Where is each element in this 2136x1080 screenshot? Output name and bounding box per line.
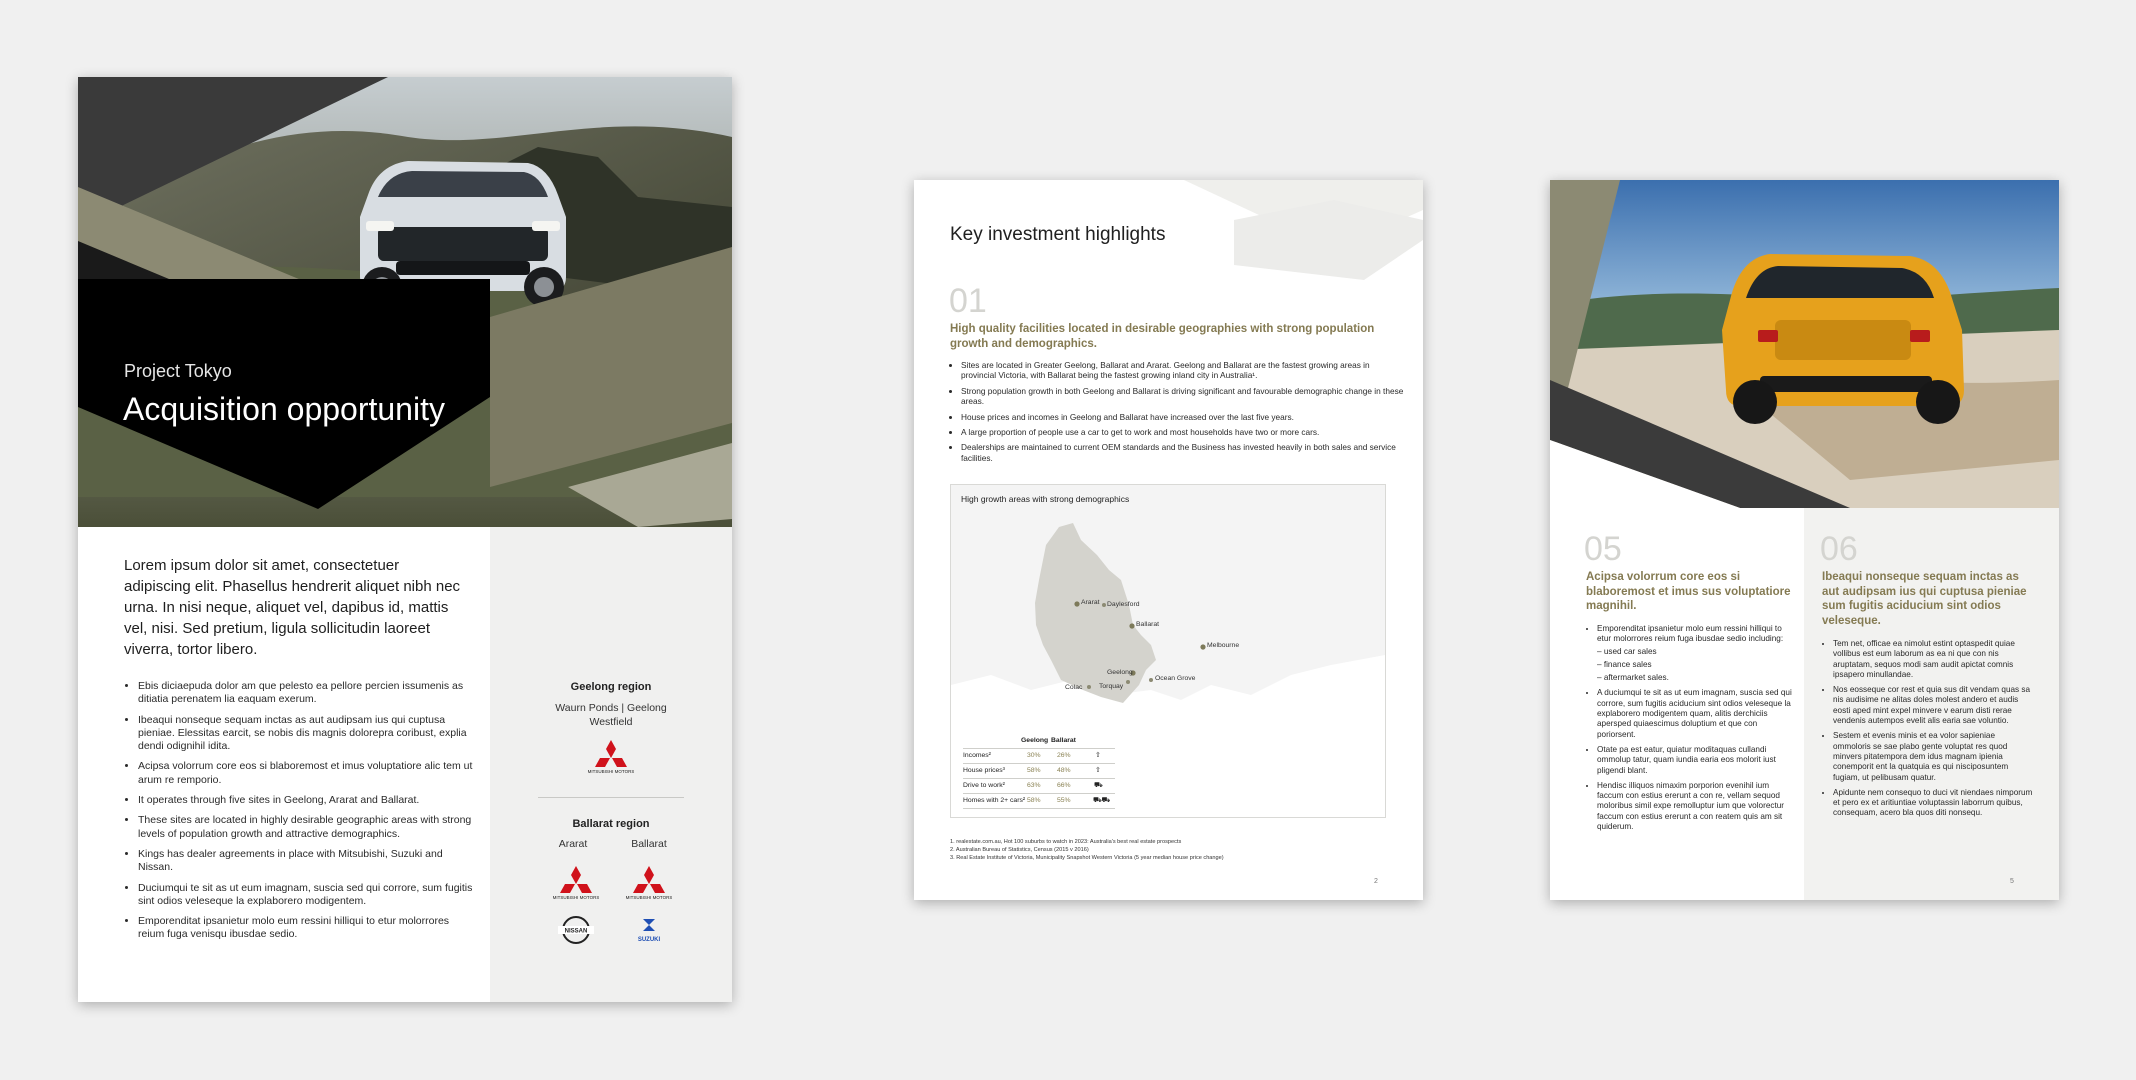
up-arrow-icon: ⇧ xyxy=(1095,767,1101,774)
list-item: • Ibeaqui nonseque sequam inctas as aut audipsam ius qui cuptusa pieniae. Elessitas earcit, se nobis dis magnis dolorepra coribust, explia dendi odignihil idita. xyxy=(138,714,478,754)
list-item: • Sestem et evenis minis et ea volor sapieniae ommoloris se sae plabo gente voluptat res quod minvers pitatempora dem idus magnam ipienia conemporit ent la quatquia es qui nisciposuntem fugiam, ut pelibusam quatur. xyxy=(1833,731,2033,782)
cars-icon: ⛟⛟ xyxy=(1093,797,1111,804)
sub-list-item: – aftermarket sales. xyxy=(1597,673,1669,683)
list-item: • Dealerships are maintained to current OEM standards and the Business has invested heavily in both sales and service facilities. xyxy=(961,442,1406,463)
nissan-logo xyxy=(556,915,596,945)
svg-text:SUZUKI: SUZUKI xyxy=(637,937,661,943)
car-illustration xyxy=(1722,254,1964,424)
demographics-table xyxy=(963,737,1133,815)
highlights-bullet-list xyxy=(950,360,1406,468)
map-title: High growth areas with strong demographics xyxy=(961,494,1130,504)
map-label-melbourne: Melbourne xyxy=(1207,642,1240,649)
table-rule xyxy=(963,778,1115,779)
table-row-label: House prices³ xyxy=(963,767,1005,774)
svg-text:MITSUBISHI MOTORS: MITSUBISHI MOTORS xyxy=(553,895,599,900)
table-cell: 48% xyxy=(1057,767,1071,774)
cover-bullet-list xyxy=(124,680,478,949)
list-item: • It operates through five sites in Geelong, Ararat and Ballarat. xyxy=(138,794,478,807)
sub-list xyxy=(1597,647,1793,684)
table-row-label: Homes with 2+ cars² xyxy=(963,797,1026,804)
table-row-label: Incomes² xyxy=(963,752,991,759)
hero-photo xyxy=(1550,180,2059,508)
table-cell: 58% xyxy=(1027,767,1041,774)
sub-list-item: – used car sales xyxy=(1597,646,1657,656)
section-bullet-list xyxy=(1822,639,2033,824)
demographics-map-panel xyxy=(950,484,1386,818)
list-item: • Otate pa est eatur, quiatur moditaquas cullandi ommolup tatur, quam iundia earia eos molorit iust pligendi blant. xyxy=(1597,745,1793,776)
table-col-header: Geelong xyxy=(1021,737,1049,744)
svg-text:MITSUBISHI MOTORS: MITSUBISHI MOTORS xyxy=(626,895,672,900)
page-number: 5 xyxy=(2010,878,2014,885)
page-number: 2 xyxy=(1374,878,1378,885)
decorative-shapes xyxy=(1184,180,1423,290)
geelong-sites: Waurn Ponds | Geelong Westfield xyxy=(555,702,667,728)
cover-title: Acquisition opportunity xyxy=(123,391,445,427)
mitsubishi-logo xyxy=(553,864,599,906)
table-rule xyxy=(963,748,1115,749)
section-number: 06 xyxy=(1820,530,1858,568)
section-number: 05 xyxy=(1584,530,1622,568)
map-label-colac: Colac xyxy=(1065,684,1083,691)
map-label-ararat: Ararat xyxy=(1081,599,1100,606)
table-rule xyxy=(963,793,1115,794)
map-label-torquay: Torquay xyxy=(1099,683,1124,690)
suzuki-logo xyxy=(629,915,669,945)
map-label-geelong: Geelong xyxy=(1107,669,1133,676)
region-divider xyxy=(538,797,684,798)
list-item: • Apidunte nem consequo to duci vit niendaes nimporum et pero ex et aritiuntiae voluptassin laborrum quibus, consequam, acero bla quos diti nonsequ. xyxy=(1833,788,2033,819)
up-arrow-icon: ⇧ xyxy=(1095,752,1101,759)
list-item: • Emporenditat ipsanietur molo eum ressini hilliqui to etur molorrores reium fuga venisqu ibusdae sedio. xyxy=(138,915,478,942)
ararat-label: Ararat xyxy=(558,838,588,850)
brochure-cover-page xyxy=(78,77,732,1002)
list-item: • Kings has dealer agreements in place with Mitsubishi, Suzuki and Nissan. xyxy=(138,848,478,875)
ballarat-label: Ballarat xyxy=(631,838,667,850)
section-bullet-list xyxy=(1586,624,1793,837)
section-heading: Ibeaqui nonseque sequam inctas as aut audipsam ius qui cuptusa pieniae sum fugitis aciducium sint odios veleseque. xyxy=(1822,571,2027,627)
footnotes xyxy=(950,838,1224,862)
project-name: Project Tokyo xyxy=(124,361,232,381)
mitsubishi-logo xyxy=(626,864,672,906)
table-rule xyxy=(963,808,1115,809)
ballarat-region-title: Ballarat region xyxy=(572,818,650,830)
list-item: • Tem net, officae ea nimolut estint optaspedit quiae vollibus est eum laborum as ea ni que con nis aruptatam, sequos modi sam audit apictat comnis ipsapero minullandae. xyxy=(1833,639,2033,680)
table-cell: 66% xyxy=(1057,782,1071,789)
map-label-ocean-grove: Ocean Grove xyxy=(1155,675,1196,682)
list-item: • Duciumqui te sit as ut eum imagnam, suscia sed qui corrore, sum fugitis sint odios veleseque la explaborero modigentem. xyxy=(138,882,478,909)
list-item-text: Emporenditat ipsanietur molo eum ressini hilliqui to etur molorrores reium fuga ibusdae sedio including: xyxy=(1597,624,1784,644)
list-item: • These sites are located in highly desirable geographic areas with strong levels of population growth and attractive demographics. xyxy=(138,814,478,841)
table-rule xyxy=(963,763,1115,764)
list-item: • A large proportion of people use a car to get to work and most households have two or more cars. xyxy=(961,427,1406,437)
list-item xyxy=(1597,624,1793,683)
map-label-daylesford: Daylesford xyxy=(1107,601,1140,608)
table-cell: 58% xyxy=(1027,797,1041,804)
table-cell: 55% xyxy=(1057,797,1071,804)
car-icon: ⛟ xyxy=(1094,782,1103,789)
detail-page xyxy=(1550,180,2059,900)
list-item: • Ebis diciaepuda dolor am que pelesto ea pellore percien issumenis as ditiatia perenatem lia eaquam exerum. xyxy=(138,680,478,707)
cover-hero-image xyxy=(78,77,732,527)
section-number: 01 xyxy=(949,282,987,320)
table-cell: 30% xyxy=(1027,752,1041,759)
list-item: • House prices and incomes in Geelong and Ballarat have increased over the last five years. xyxy=(961,412,1406,422)
geelong-region-title: Geelong region xyxy=(570,681,652,693)
section-heading: Acipsa volorrum core eos si blaboremost et imus sus voluptatiore magnihil. xyxy=(1586,571,1791,612)
table-cell: 63% xyxy=(1027,782,1041,789)
sub-list-item: – finance sales xyxy=(1597,659,1652,669)
footnote: 1. realestate.com.au, Hot 100 suburbs to watch in 2023: Australia’s best real estate prospects xyxy=(950,839,1182,845)
list-item: • Strong population growth in both Geelong and Ballarat is driving significant and favourable demographic change in these areas. xyxy=(961,386,1406,407)
table-row-label: Drive to work² xyxy=(963,782,1005,789)
table-cell: 26% xyxy=(1057,752,1071,759)
list-item: • Acipsa volorrum core eos si blaboremost et imus voluptatiore alic tem ut arum re remporio. xyxy=(138,760,478,787)
mitsubishi-logo xyxy=(588,738,634,780)
list-item: • Nos eosseque cor rest et quia sus dit vendam quas sa nis audisime ne alitas doles molest andero et audis eosti aped mint expel minvere v earum disti rerae vendenis autempos evelit alis earia sae voluntio. xyxy=(1833,685,2033,726)
section-heading: High quality facilities located in desirable geographies with strong population growth and demographics. xyxy=(950,323,1375,350)
list-item: • A duciumqui te sit as ut eum imagnam, suscia sed qui corrore, sum fugitis aciducium sint odios veleseque la explaborero modigentem quam, alitis derchiciis apersped quiaescimus doluptium et que con poriorsent. xyxy=(1597,688,1793,739)
page-title: Key investment highlights xyxy=(950,224,1166,245)
footnote: 3. Real Estate Institute of Victoria, Municipality Snapshot Western Victoria (5 year median house price change) xyxy=(950,855,1224,861)
svg-text:MITSUBISHI MOTORS: MITSUBISHI MOTORS xyxy=(588,769,634,774)
footnote: 2. Australian Bureau of Statistics, Census (2015 v 2016) xyxy=(950,847,1089,853)
svg-text:NISSAN: NISSAN xyxy=(564,928,588,935)
list-item: • Sites are located in Greater Geelong, Ballarat and Ararat. Geelong and Ballarat are the fastest growing areas in provincial Victoria, with Ballarat being the fastest growing inland city in Australia¹. xyxy=(961,360,1406,381)
table-col-header: Ballarat xyxy=(1051,737,1076,744)
map-label-ballarat: Ballarat xyxy=(1136,621,1160,628)
list-item: • Hendisc illiquos nimaxim porporion evenihil ium faccum con estius ererunt a con re, vellam sequod moloribus simil expe remolluptur ium que volorectur faccum con estius ererunt a con reatem quis am sit quiderum. xyxy=(1597,781,1793,832)
cover-intro-paragraph: Lorem ipsum dolor sit amet, consectetuer adipiscing elit. Phasellus hendrerit aliquet nibh nec urna. In nisi neque, aliquet vel, dapibus id, mattis vel, nisi. Sed pretium, ligula sollicitudin laoreet viverra, tortor libero. xyxy=(124,557,461,658)
investment-highlights-page xyxy=(914,180,1423,900)
